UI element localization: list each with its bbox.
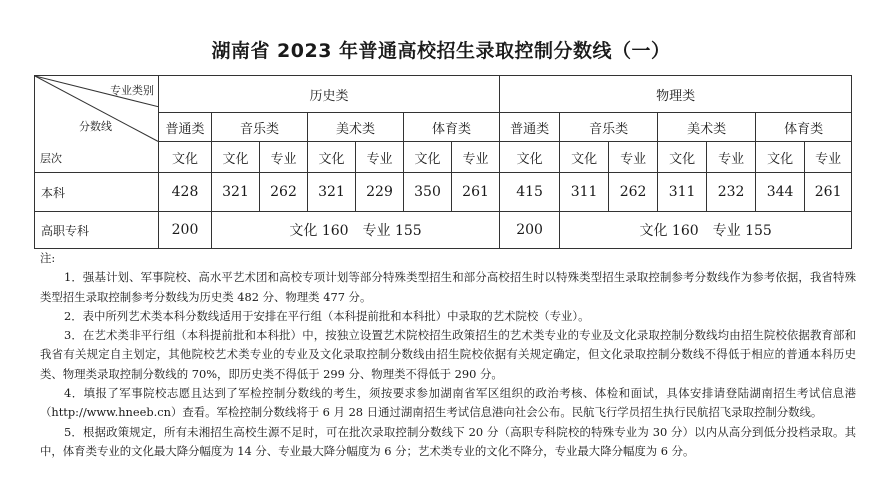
notes-label: 注:	[40, 251, 56, 265]
notes-section	[40, 249, 856, 461]
score-cell: 428	[159, 173, 212, 212]
corner-label-level: 层次	[40, 152, 62, 165]
subheader-cell: 文化	[404, 142, 452, 173]
subheader-cell: 专业	[452, 142, 500, 173]
table-row-vocational	[35, 212, 852, 249]
score-cell: 261	[805, 173, 852, 212]
subgroup-header: 美术类	[658, 113, 756, 142]
note-item: 1．强基计划、军事院校、高水平艺术团和高校专项计划等部分特殊类型招生和部分高校招生时以特殊类型招生录取控制参考分数线作为参考依据，我省特殊类型招生录取控制参考分数线为历史类 482 分、物理类 477 分。	[40, 270, 856, 304]
subgroup-header: 美术类	[308, 113, 404, 142]
group-header-physics: 物理类	[500, 76, 852, 113]
score-cell: 311	[560, 173, 609, 212]
corner-label-score-line: 分数线	[79, 120, 112, 133]
score-cell: 311	[658, 173, 707, 212]
score-cell: 232	[707, 173, 756, 212]
score-cell: 415	[500, 173, 560, 212]
row-level-label: 本科	[35, 173, 159, 212]
note-item: 3．在艺术类非平行组（本科提前批和本科批）中，按独立设置艺术院校招生政策招生的艺术类专业的专业及文化录取控制分数线均由招生院校依据教育部和我省有关规定自主划定，其他院校艺术类专业的专业及文化录取控制分数线由招生院校依据有关规定确定，但文化录取控制分数线不得低于相应的普通本科历史类、物理类录取控制分数线的 70%，即历史类不得低于 299 分、物理类不得低于 290 分。	[40, 328, 856, 381]
subheader-cell: 专业	[707, 142, 756, 173]
score-cell-merged: 文化 160 专业 155	[560, 212, 852, 249]
row-level-label: 高职专科	[35, 212, 159, 249]
score-cell: 261	[452, 173, 500, 212]
table-corner-cell	[35, 76, 159, 173]
subheader-cell: 专业	[609, 142, 658, 173]
subgroup-header: 音乐类	[560, 113, 658, 142]
subgroup-header: 体育类	[404, 113, 500, 142]
table-row-undergraduate	[35, 173, 852, 212]
subheader-cell: 文化	[500, 142, 560, 173]
score-cell: 321	[308, 173, 356, 212]
page-title: 湖南省 2023 年普通高校招生录取控制分数线（一）	[211, 40, 671, 62]
subgroup-header: 音乐类	[212, 113, 308, 142]
score-cell: 344	[756, 173, 805, 212]
score-cell-merged: 文化 160 专业 155	[212, 212, 500, 249]
subheader-cell: 文化	[212, 142, 260, 173]
score-cell: 262	[260, 173, 308, 212]
subgroup-header: 普通类	[159, 113, 212, 142]
subheader-cell: 文化	[308, 142, 356, 173]
note-item: 4．填报了军事院校志愿且达到了军检控制分数线的考生，须按要求参加湖南省军区组织的政治考核、体检和面试，具体安排请登陆湖南招生考试信息港（http://www.hneeb.cn）查看。军检控制分数线将于 6 月 28 日通过湖南招生考试信息港向社会公布。民航飞行学员招生执行民航招飞录取控制分数线。	[40, 386, 856, 420]
score-cell: 200	[500, 212, 560, 249]
subheader-cell: 文化	[159, 142, 212, 173]
corner-label-category: 专业类别	[110, 84, 154, 97]
score-cell: 200	[159, 212, 212, 249]
subheader-cell: 文化	[658, 142, 707, 173]
score-cell: 229	[356, 173, 404, 212]
note-item: 5．根据政策规定，所有未湘招生高校生源不足时，可在批次录取控制分数线下 20 分（高职专科院校的特殊专业为 30 分）以内从高分到低分投档录取。其中，体育类专业的文化最大降分幅度为 14 分、专业最大降分幅度为 6 分；艺术类专业的文化不降分，专业最大降分幅度为 6 分。	[40, 424, 856, 458]
subheader-cell: 专业	[260, 142, 308, 173]
subheader-cell: 专业	[805, 142, 852, 173]
subheader-cell: 文化	[756, 142, 805, 173]
note-item: 2．表中所列艺术类本科分数线适用于安排在平行组（本科提前批和本科批）中录取的艺术院校（专业）。	[64, 308, 590, 323]
subheader-cell: 文化	[560, 142, 609, 173]
subgroup-header: 体育类	[756, 113, 852, 142]
score-table	[34, 75, 852, 249]
score-cell: 262	[609, 173, 658, 212]
subgroup-header: 普通类	[500, 113, 560, 142]
group-header-history: 历史类	[159, 76, 500, 113]
score-cell: 321	[212, 173, 260, 212]
score-cell: 350	[404, 173, 452, 212]
subheader-cell: 专业	[356, 142, 404, 173]
